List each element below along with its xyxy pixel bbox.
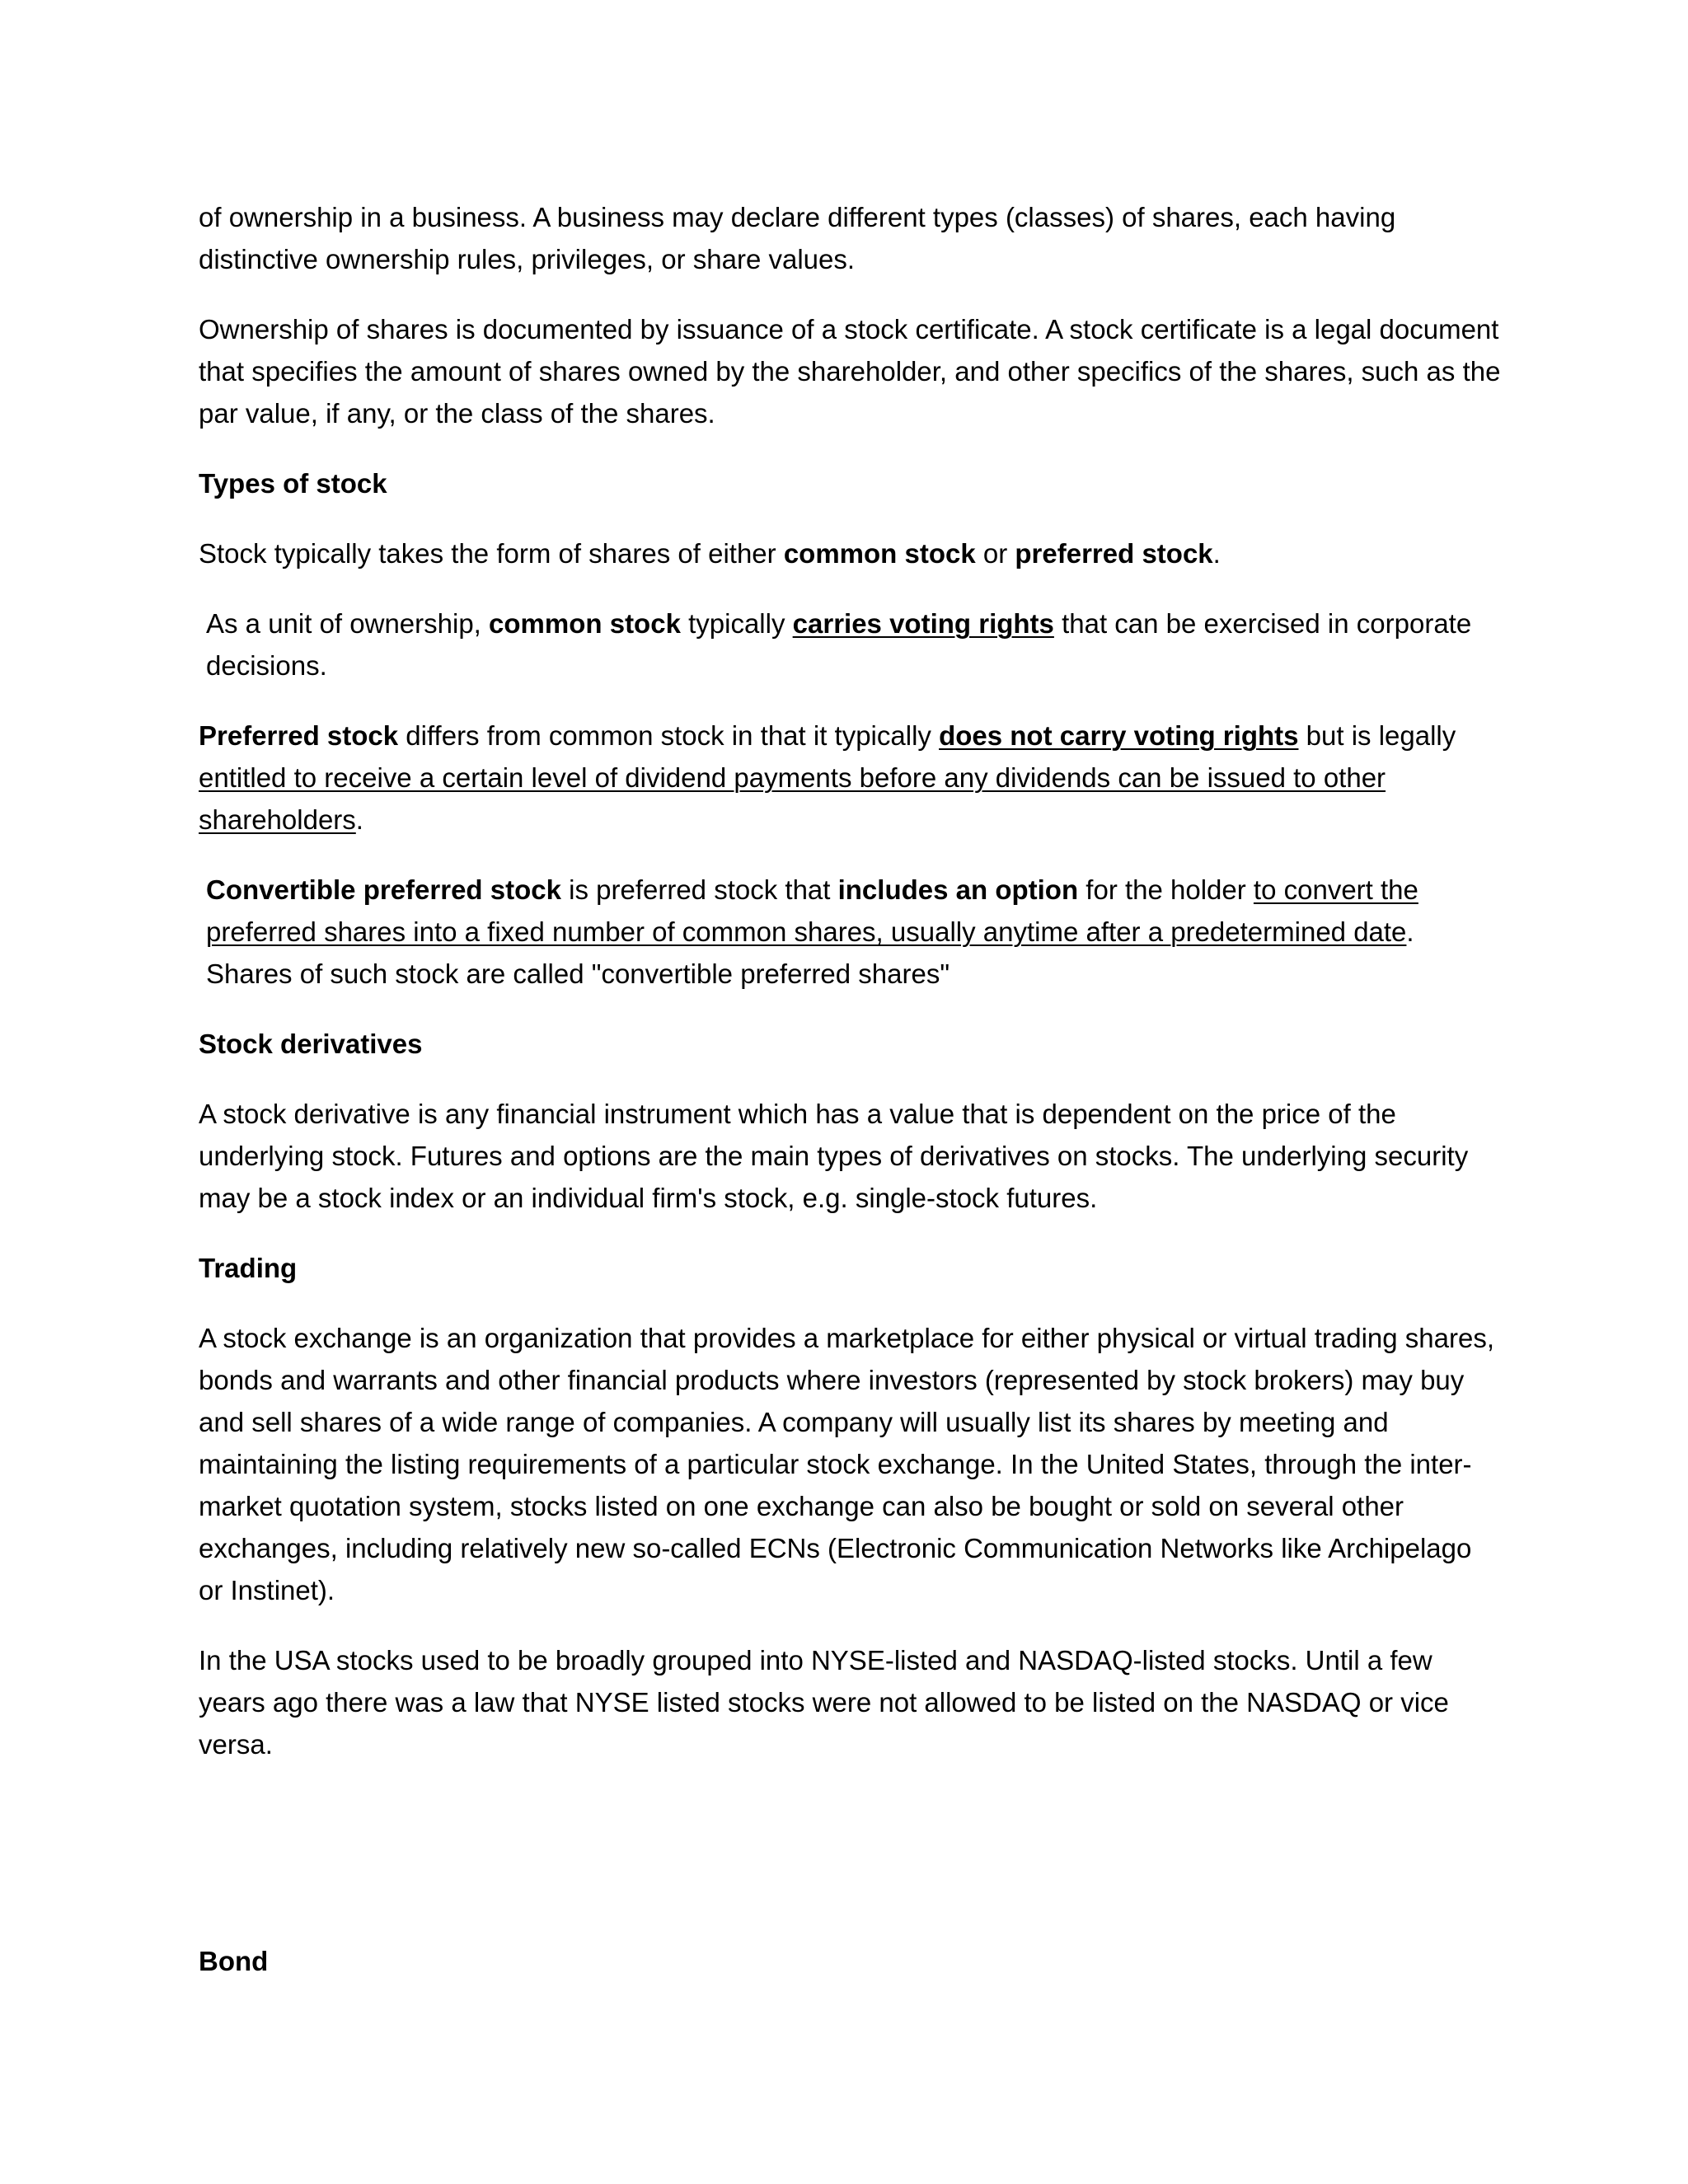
heading-trading: Trading xyxy=(199,1253,298,1283)
emphasis-carries-voting-rights: carries voting rights xyxy=(792,608,1054,639)
paragraph-common-stock xyxy=(199,602,1501,687)
paragraph-convertible-preferred xyxy=(199,869,1501,995)
text-run: . Shares of such stock are called "convertible preferred shares" xyxy=(206,916,1414,989)
underlined-dividend-entitlement: entitled to receive a certain level of dividend payments before any dividends can be issued to other shareholders xyxy=(199,762,1386,835)
text-run: As a unit of ownership, xyxy=(206,608,490,639)
bold-term-preferred-stock: preferred stock xyxy=(1015,538,1213,569)
bold-term-common-stock: common stock xyxy=(783,538,976,569)
emphasis-no-voting-rights: does not carry voting rights xyxy=(939,720,1299,751)
text-run: but is legally xyxy=(1298,720,1456,751)
text-run: that can be exercised in corporate decisions. xyxy=(206,608,1472,681)
text-run: for the holder xyxy=(1078,874,1254,905)
text-run: differs from common stock in that it typically xyxy=(398,720,940,751)
heading-stock-derivatives: Stock derivatives xyxy=(199,1029,423,1059)
underlined-conversion-right: to convert the preferred shares into a fixed number of common shares, usually anytime after a predetermined date xyxy=(206,874,1418,947)
paragraph-stock-exchange: A stock exchange is an organization that provides a marketplace for either physical or virtual trading shares, bonds and warrants and other financial products where investors (represented by stock brokers) may buy and sell shares of a wide range of companies. A company will usually list its shares by meeting and maintaining the listing requirements of a particular stock exchange. In the United States, through the inter-market quotation system, stocks listed on one exchange can also be bought or sold on several other exchanges, including relatively new so-called ECNs (Electronic Communication Networks like Archipelago or Instinet). xyxy=(199,1323,1494,1605)
text-run: typically xyxy=(680,608,793,639)
paragraph-stock-derivatives: A stock derivative is any financial instrument which has a value that is dependent on the price of the underlying stock. Futures and options are the main types of derivatives on stocks. The underlying security may be a stock index or an individual firm's stock, e.g. single-stock futures. xyxy=(199,1099,1469,1213)
text-run: . xyxy=(355,804,363,835)
text-run: . xyxy=(1212,538,1221,569)
paragraph-preferred-stock xyxy=(199,715,1501,841)
text-run: or xyxy=(975,538,1015,569)
text-run: is preferred stock that xyxy=(560,874,838,905)
document-body xyxy=(199,196,1501,1793)
paragraph-nyse-nasdaq: In the USA stocks used to be broadly grouped into NYSE-listed and NASDAQ-listed stocks. Until a few years ago there was a law that NYSE listed stocks were not allowed to be listed on the NASDAQ or vice versa. xyxy=(199,1645,1449,1760)
heading-bond: Bond xyxy=(199,1946,269,1976)
paragraph-ownership-classes: of ownership in a business. A business may declare different types (classes) of shares, each having distinctive ownership rules, privileges, or share values. xyxy=(199,202,1396,274)
paragraph-stock-certificate: Ownership of shares is documented by issuance of a stock certificate. A stock certificate is a legal document that specifies the amount of shares owned by the shareholder, and other specifics of the shares, such as the par value, if any, or the class of the shares. xyxy=(199,314,1501,429)
bold-term-common-stock: common stock xyxy=(489,608,681,639)
text-run: Stock typically takes the form of shares of either xyxy=(199,538,784,569)
bold-term-convertible-preferred-stock: Convertible preferred stock xyxy=(206,874,561,905)
bold-term-preferred-stock: Preferred stock xyxy=(199,720,399,751)
paragraph-types-intro xyxy=(199,532,1501,574)
heading-types-of-stock: Types of stock xyxy=(199,468,387,499)
bold-term-includes-an-option: includes an option xyxy=(837,874,1079,905)
